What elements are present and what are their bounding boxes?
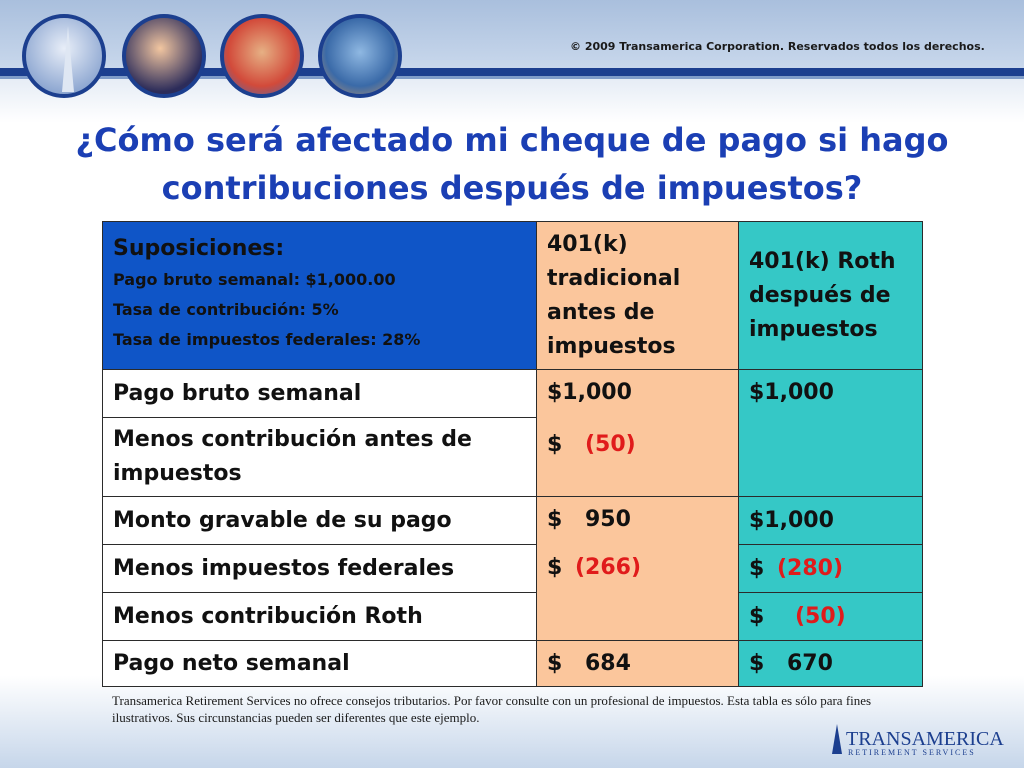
- disclaimer-footnote: Transamerica Retirement Services no ofrece consejos tributarios. Por favor consulte con un profesional de impuestos. Esta tabla es sólo para fines ilustrativos. Sus circunstancias pueden ser diferentes que este ejemplo.: [112, 693, 872, 725]
- photo-tower-icon: [22, 14, 106, 98]
- roth-cell-gross: [739, 370, 923, 497]
- logo-subtitle: RETIREMENT SERVICES: [848, 748, 976, 757]
- trad-cell-gross-and-pretax: [537, 370, 739, 497]
- header-traditional-line: antes de: [547, 299, 655, 325]
- roth-federal: [739, 545, 923, 593]
- row-label: Pago neto semanal: [103, 641, 537, 687]
- currency: $: [749, 556, 765, 581]
- assumption-line: Tasa de contribución: 5%: [113, 300, 339, 319]
- header-traditional-line: impuestos: [547, 333, 676, 359]
- header-roth-line: impuestos: [749, 316, 878, 342]
- amount: 670: [787, 651, 833, 676]
- row-label: Menos impuestos federales: [103, 545, 537, 593]
- header-roth: [739, 222, 923, 370]
- amount-negative: (50): [795, 604, 846, 629]
- amount-negative: (280): [777, 556, 844, 581]
- photo-family-icon: [220, 14, 304, 98]
- trad-cell-taxable: [537, 497, 739, 641]
- assumption-line: Pago bruto semanal: $1,000.00: [113, 270, 396, 289]
- header-traditional-line: tradicional: [547, 265, 681, 291]
- page-title: [60, 116, 964, 212]
- assumptions-cell: [103, 222, 537, 370]
- header-traditional-line: 401(k): [547, 231, 628, 257]
- roth-contribution: [739, 593, 923, 641]
- amount-negative: (50): [585, 432, 636, 457]
- currency: $: [749, 604, 765, 629]
- header-roth-line: después de: [749, 282, 891, 308]
- comparison-table: [102, 221, 923, 687]
- title-line-2: contribuciones después de impuestos?: [161, 169, 863, 207]
- roth-net: [739, 641, 923, 687]
- currency: $: [547, 651, 563, 676]
- row-label: Pago bruto semanal: [103, 370, 537, 418]
- currency: $1,000: [547, 380, 632, 405]
- amount: 950: [585, 507, 631, 532]
- amount: 684: [585, 651, 631, 676]
- trad-taxable: [547, 507, 728, 555]
- pyramid-icon: [832, 724, 842, 754]
- photo-couple-icon: [318, 14, 402, 98]
- currency: $: [547, 555, 563, 580]
- assumptions-heading: Suposiciones:: [113, 236, 285, 261]
- currency: $: [749, 651, 765, 676]
- trad-pretax: [547, 432, 728, 457]
- trad-federal: [547, 555, 728, 580]
- copyright-text: © 2009 Transamerica Corporation. Reservados todos los derechos.: [570, 40, 985, 53]
- currency: $1,000: [749, 508, 834, 533]
- currency: $: [547, 432, 563, 457]
- assumption-line: Tasa de impuestos federales: 28%: [113, 330, 421, 349]
- amount-negative: (266): [575, 555, 642, 580]
- roth-taxable: [739, 497, 923, 545]
- currency: $1,000: [749, 380, 834, 405]
- header-traditional: [537, 222, 739, 370]
- trad-net: [537, 641, 739, 687]
- row-label: Monto gravable de su pago: [103, 497, 537, 545]
- transamerica-logo: [830, 722, 1004, 758]
- header-roth-line: 401(k) Roth: [749, 248, 896, 274]
- photo-graduate-icon: [122, 14, 206, 98]
- trad-gross: [547, 380, 728, 432]
- row-label: Menos contribución Roth: [103, 593, 537, 641]
- logo-name: TRANSAMERICA: [846, 728, 1004, 750]
- row-label: Menos contribución antes de impuestos: [103, 418, 537, 497]
- currency: $: [547, 507, 563, 532]
- title-line-1: ¿Cómo será afectado mi cheque de pago si hago: [75, 121, 949, 159]
